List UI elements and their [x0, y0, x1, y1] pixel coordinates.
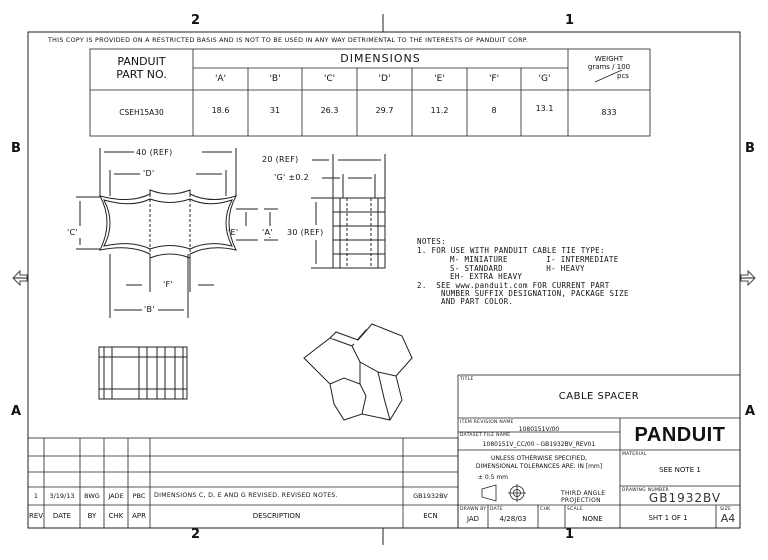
tolerance-line-3: ± 0.5 mm	[477, 473, 509, 481]
notes-line-2: M- MINIATURE I- INTERMEDIATE	[450, 255, 619, 264]
column-header-b: 'B'	[269, 74, 281, 84]
weight-header-line3: pcs	[617, 72, 629, 80]
sheet-value: SHT 1 OF 1	[648, 514, 688, 522]
zone-bottom-right: 1	[565, 527, 575, 542]
zone-right-upper: B	[745, 141, 755, 156]
column-header-a: 'A'	[214, 74, 227, 84]
isometric-view	[304, 324, 412, 420]
rev-row-description: DIMENSIONS C, D, E AND G REVISED. REVISED NOTES.	[154, 492, 338, 499]
notes-line-3: S- STANDARD H- HEAVY	[450, 264, 585, 273]
rev-row-chk: JADE	[108, 492, 124, 500]
drawing-title: CABLE SPACER	[558, 390, 640, 402]
zone-top-right: 1	[565, 13, 575, 28]
tolerance-line-2: DIMENSIONAL TOLERANCES ARE: IN [mm]	[475, 462, 603, 470]
dim-label-30-ref: 30 (REF)	[287, 228, 324, 237]
weight-header-line1: WEIGHT	[594, 55, 624, 63]
projection-line-1: THIRD ANGLE	[561, 490, 606, 497]
rev-row-rev: 1	[33, 492, 39, 500]
part-no-header-line2: PART NO.	[116, 67, 167, 81]
drawn-by-value: JAD	[466, 515, 480, 523]
material-value: SEE NOTE 1	[659, 466, 701, 474]
notes-line-5: 2. SEE www.panduit.com FOR CURRENT PART	[417, 281, 610, 290]
dim-label-f: 'F'	[163, 280, 173, 289]
value-b: 31	[269, 105, 281, 115]
date-value: 4/28/03	[499, 515, 527, 523]
dimensions-header: DIMENSIONS	[340, 52, 421, 65]
dim-label-e: 'E'	[228, 228, 239, 237]
chk-label: CHK	[540, 507, 551, 512]
dim-label-c: 'C'	[67, 228, 78, 237]
weight-value: 833	[601, 107, 617, 117]
rev-header-by: BY	[87, 512, 97, 520]
dataset-label: DATASET FILE NAME	[460, 433, 511, 438]
dataset-value: 1080151V_CC/00 - GB1932BV_REV01	[482, 440, 596, 448]
rev-header-date: DATE	[52, 512, 72, 520]
side-view	[311, 154, 385, 268]
size-label: SIZE	[720, 507, 732, 512]
notes-line-7: AND PART COLOR.	[441, 297, 514, 306]
dim-label-40-ref: 40 (REF)	[136, 148, 173, 157]
notes-line-1: 1. FOR USE WITH PANDUIT CABLE TIE TYPE:	[417, 246, 605, 255]
notes-line-6: NUMBER SUFFIX DESIGNATION, PACKAGE SIZE	[441, 289, 629, 298]
column-header-g: 'G'	[538, 74, 551, 84]
item-revision-value: 1080151V/00	[518, 425, 560, 433]
zone-right-lower: A	[745, 404, 756, 419]
zone-left-upper: B	[11, 141, 21, 156]
value-a: 18.6	[211, 105, 230, 115]
panduit-logo: PANDUIT	[634, 423, 726, 446]
value-g: 13.1	[535, 103, 554, 113]
dim-label-20-ref: 20 (REF)	[262, 155, 299, 164]
part-number-value: CSEH15A30	[119, 107, 164, 117]
bottom-view	[99, 347, 187, 399]
date-label: DATE	[490, 507, 503, 512]
projection-symbol-icon	[482, 484, 526, 502]
zone-bottom-left: 2	[191, 527, 201, 542]
column-header-c: 'C'	[323, 74, 336, 84]
value-d: 29.7	[375, 105, 394, 115]
column-header-d: 'D'	[378, 74, 391, 84]
rev-row-date: 3/19/13	[49, 492, 75, 500]
rev-header-ecn: ECN	[423, 512, 438, 520]
zone-top-left: 2	[191, 13, 201, 28]
column-header-e: 'E'	[434, 74, 445, 84]
rev-header-description: DESCRIPTION	[252, 512, 301, 520]
dim-label-b: 'B'	[144, 305, 155, 314]
zone-left-lower: A	[11, 404, 22, 419]
item-revision-label: ITEM REVISION NAME	[460, 420, 514, 425]
notes-line-4: EH- EXTRA HEAVY	[450, 272, 523, 281]
projection-line-2: PROJECTION	[561, 497, 601, 504]
drawing-number-value: GB1932BV	[648, 491, 722, 505]
rev-header-apr: APR	[132, 512, 146, 520]
tolerance-line-1: UNLESS OTHERWISE SPECIFIED,	[490, 454, 588, 462]
rev-header-chk: CHK	[108, 512, 124, 520]
part-no-header-line1: PANDUIT	[117, 54, 166, 68]
dim-label-g: 'G' ±0.2	[274, 173, 309, 182]
drawn-by-label: DRAWN BY	[460, 507, 487, 512]
column-header-f: 'F'	[488, 74, 500, 84]
rev-row-apr: PBC	[132, 492, 146, 500]
drawing-number-label: DRAWING NUMBER	[622, 488, 670, 493]
rev-row-by: BWG	[84, 492, 100, 500]
dim-label-d: 'D'	[143, 169, 155, 178]
front-view	[76, 148, 278, 318]
rev-row-ecn: GB1932BV	[413, 492, 448, 500]
dim-label-a: 'A'	[262, 228, 273, 237]
weight-header-line2: grams / 100	[587, 63, 631, 71]
restricted-notice: THIS COPY IS PROVIDED ON A RESTRICTED BASIS AND IS NOT TO BE USED IN ANY WAY DETRIMENTAL TO THE INTERESTS OF PANDUIT CORP.	[48, 37, 529, 44]
title-label: TITLE	[460, 377, 474, 382]
size-value: A4	[720, 512, 736, 525]
notes-title: NOTES:	[417, 237, 446, 246]
rev-header-rev: REV	[28, 512, 44, 520]
material-label: MATERIAL	[622, 452, 647, 457]
scale-value: NONE	[582, 515, 603, 523]
value-e: 11.2	[430, 105, 449, 115]
value-f: 8	[491, 105, 497, 115]
value-c: 26.3	[320, 105, 339, 115]
scale-label: SCALE	[567, 507, 583, 512]
